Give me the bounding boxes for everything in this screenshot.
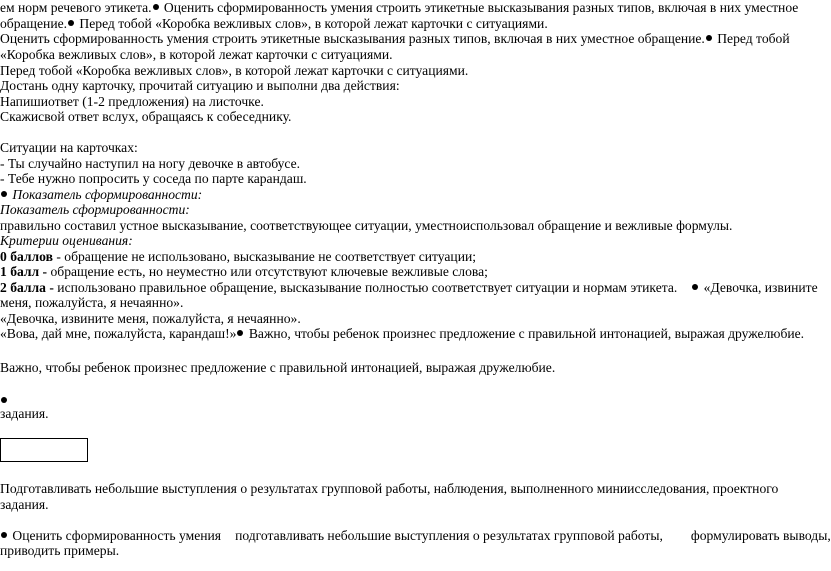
text-line: правильно составил устное высказывание, соответствующее ситуации, уместноиспользовал обращение и вежливые формулы.	[0, 218, 733, 233]
text-line: приводить примеры.	[0, 543, 120, 558]
text-line: задания.	[0, 406, 49, 421]
text-span: Оценить сформированность умения строить этикетные высказывания разных типов, включая в них уместное	[160, 0, 799, 15]
text-span: 2 балла -	[0, 280, 54, 295]
text-span: подготавливать небольшие выступления о результатах групповой работы,	[235, 528, 663, 543]
text-line: Важно, чтобы ребенок произнес предложение с правильной интонацией, выражая дружелюбие.	[0, 360, 556, 375]
text-span: 0 баллов	[0, 249, 53, 264]
text-span: - обращение не использовано, высказывание не соответствует ситуации;	[52, 249, 477, 264]
bullet-icon	[706, 35, 712, 41]
text-span: 1 балл -	[0, 264, 48, 279]
text-span: Перед тобой	[713, 31, 790, 46]
text-span: Оценить сформированность умения строить этикетные высказывания разных типов, включая в них уместное обращение.	[0, 31, 705, 46]
bullet-icon	[1, 397, 7, 403]
text-line: Перед тобой «Коробка вежливых слов», в которой лежат карточки с ситуациями.	[0, 63, 469, 78]
text-line	[0, 31, 790, 48]
text-span: Перед тобой «Коробка вежливых слов», в которой лежат карточки с ситуациями.	[76, 16, 548, 31]
text-span: формулировать выводы,	[690, 528, 831, 543]
answer-box	[0, 438, 88, 462]
text-span: «Девочка, извините	[700, 280, 818, 295]
text-line	[0, 0, 798, 17]
text-line	[0, 264, 488, 281]
text-line: задания.	[0, 497, 49, 512]
text-line: Ситуации на карточках:	[0, 140, 138, 155]
text-span: Оценить сформированность умения	[9, 528, 222, 543]
text-line: Подготавливать небольшие выступления о результатах групповой работы, наблюдения, выполненного миниисследования, проектного	[0, 481, 779, 496]
bullet-icon	[1, 191, 7, 197]
text-span: Показатель сформированности:	[9, 187, 203, 202]
text-span: Важно, чтобы ребенок произнес предложение с правильной интонацией, выражая дружелюбие.	[245, 326, 805, 341]
text-line: Достань одну карточку, прочитай ситуацию и выполни два действия:	[0, 78, 400, 93]
text-line: - Ты случайно наступил на ногу девочке в автобусе.	[0, 156, 301, 171]
text-line: «Девочка, извините меня, пожалуйста, я нечаянно».	[0, 311, 301, 326]
text-line: - Тебе нужно попросить у соседа по парте карандаш.	[0, 171, 307, 186]
text-line: «Коробка вежливых слов», в которой лежат карточки с ситуациями.	[0, 47, 393, 62]
text-line: меня, пожалуйста, я нечаянно».	[0, 295, 184, 310]
text-line	[0, 326, 804, 343]
bullet-icon	[237, 330, 243, 336]
bullet-icon	[68, 20, 74, 26]
text-line: Скажисвой ответ вслух, обращаясь к собеседнику.	[0, 109, 292, 124]
text-line: Напишиответ (1-2 предложения) на листочке.	[0, 94, 264, 109]
text-span: использовано правильное обращение, высказывание полностью соответствует ситуации и нормам этикета.	[53, 280, 678, 295]
bullet-icon	[153, 4, 159, 10]
text-span: обращение есть, но неуместно или отсутствуют ключевые вежливые слова;	[47, 264, 488, 279]
text-line: Показатель сформированности:	[0, 202, 190, 217]
bullet-icon	[1, 532, 7, 538]
text-span: обращение.	[0, 16, 68, 31]
text-span: «Вова, дай мне, пожалуйста, карандаш!»	[0, 326, 237, 341]
text-line	[0, 528, 831, 545]
text-line: Критерии оценивания:	[0, 233, 133, 248]
text-span: ем норм речевого этикета.	[0, 0, 152, 15]
bullet-icon	[692, 284, 698, 290]
